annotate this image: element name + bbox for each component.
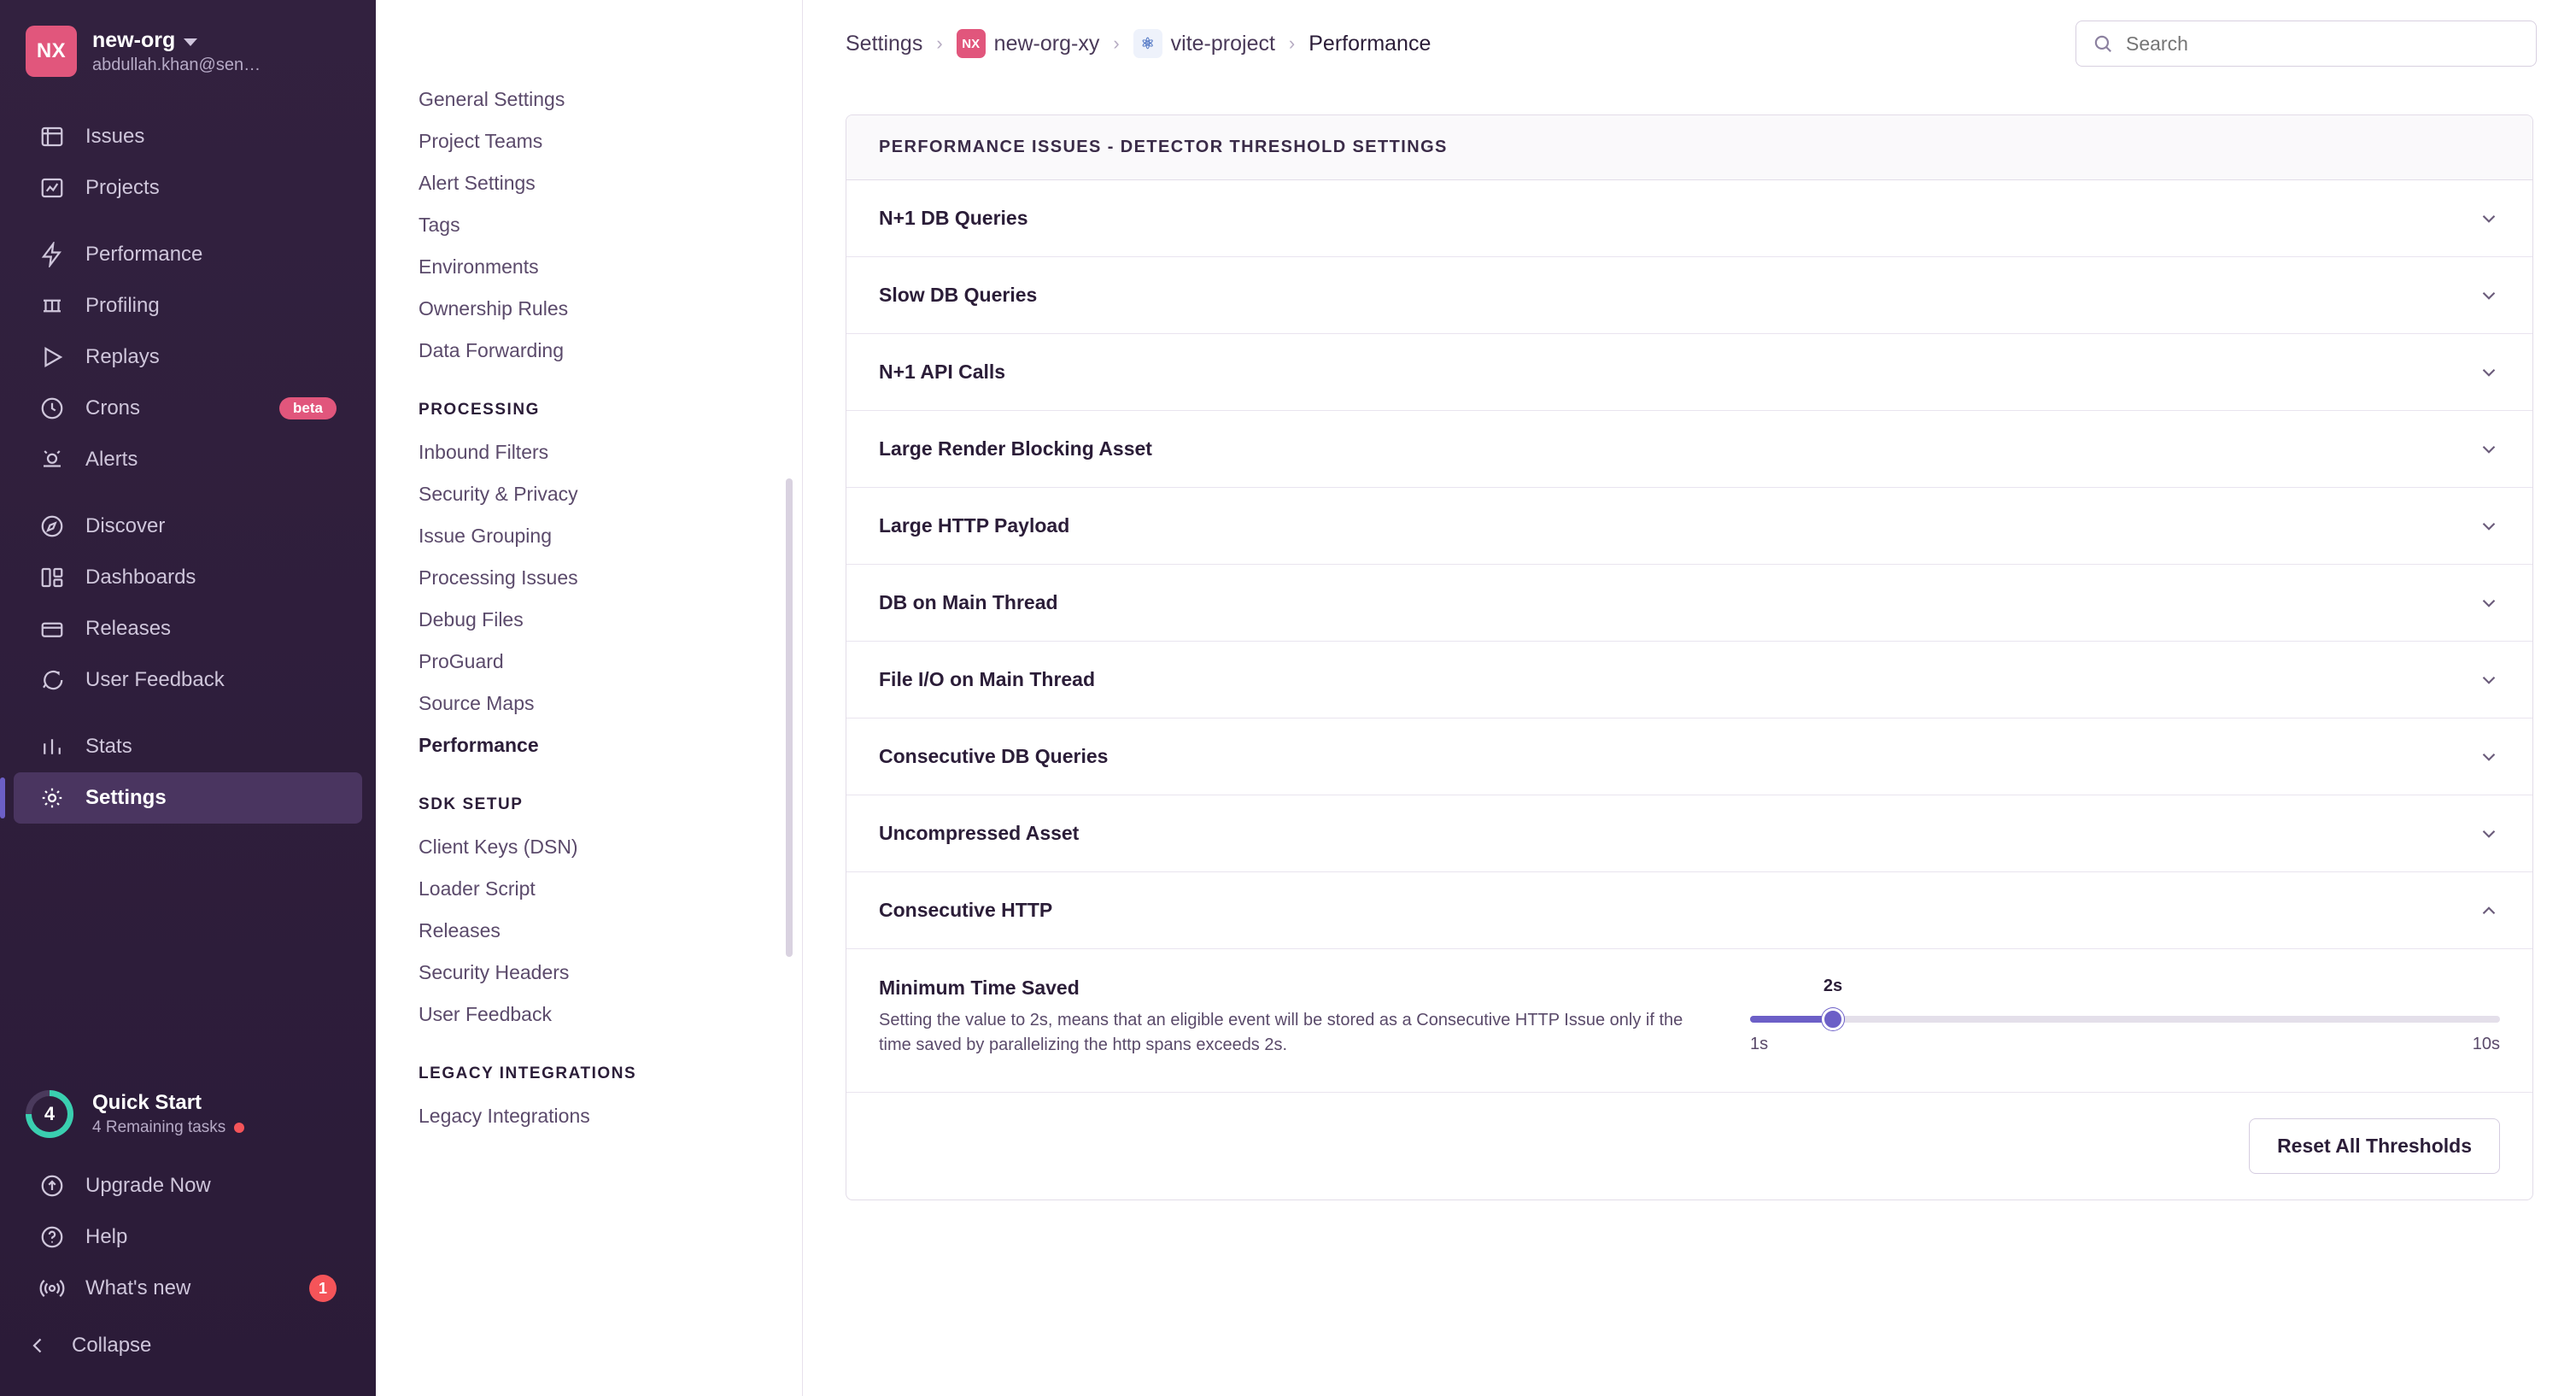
detector-label: File I/O on Main Thread: [879, 668, 1096, 690]
sidebar-item-projects[interactable]: [14, 162, 362, 214]
org-chip-icon: NX: [957, 29, 986, 58]
breadcrumb-separator-icon: ›: [1288, 32, 1296, 54]
discover-icon: [39, 513, 65, 539]
vite-project-icon: ⚛: [1133, 29, 1162, 58]
chevron-down-icon[interactable]: [2478, 284, 2500, 307]
quick-start-remaining-count: 4: [32, 1096, 67, 1132]
settings-nav-environments[interactable]: Environments: [419, 255, 539, 278]
issues-icon: [39, 124, 65, 150]
settings-nav-ownership-rules[interactable]: Ownership Rules: [419, 297, 569, 320]
sidebar-item-releases[interactable]: [14, 603, 362, 654]
detector-row-file-io-on-main-thread[interactable]: [846, 642, 2532, 719]
top-bar: [803, 0, 2576, 87]
settings-nav-user-feedback[interactable]: User Feedback: [419, 1003, 552, 1025]
sidebar-item-label: Discover: [85, 514, 166, 537]
org-name: new-org: [92, 27, 176, 52]
progress-ring-icon: [26, 1090, 73, 1138]
sidebar-item-alerts[interactable]: [14, 434, 362, 485]
nav-group-admin: [0, 721, 376, 839]
search-input[interactable]: [2126, 32, 2520, 56]
reset-all-thresholds-button[interactable]: Reset All Thresholds: [2249, 1118, 2500, 1174]
slider-track[interactable]: [1750, 1016, 2500, 1023]
settings-nav-legacy-integrations[interactable]: Legacy Integrations: [419, 1105, 590, 1127]
collapse-label: Collapse: [72, 1334, 152, 1357]
detector-label: N+1 API Calls: [879, 361, 1006, 383]
search-icon: [2092, 32, 2114, 55]
sidebar-item-replays[interactable]: [14, 331, 362, 383]
detector-label: Consecutive HTTP: [879, 899, 1053, 921]
settings-nav-loader-script[interactable]: Loader Script: [419, 877, 536, 900]
chevron-down-icon[interactable]: [2478, 515, 2500, 537]
breadcrumb-separator-icon: ›: [936, 32, 943, 54]
sidebar-item-issues[interactable]: [14, 111, 362, 162]
minimum-time-saved-slider[interactable]: [1750, 977, 2500, 1058]
sidebar-item-label: Crons: [85, 396, 141, 419]
settings-nav-heading-sdk-setup: SDK SETUP: [419, 795, 524, 813]
profiling-icon: [39, 293, 65, 319]
breadcrumb-separator-icon: ›: [1113, 32, 1120, 54]
sidebar-item-label: Stats: [85, 735, 132, 758]
sidebar-item-label: Profiling: [85, 294, 160, 317]
stats-icon: [39, 734, 65, 760]
detector-row-n1-api-calls[interactable]: [846, 334, 2532, 411]
settings-nav-processing-issues[interactable]: Processing Issues: [419, 566, 578, 589]
sidebar-item-upgrade-now[interactable]: [14, 1160, 362, 1211]
settings-nav-performance[interactable]: Performance: [419, 734, 539, 756]
detector-row-n1-db-queries[interactable]: [846, 180, 2532, 257]
beta-badge: beta: [279, 397, 337, 419]
panel-footer: [846, 1093, 2532, 1200]
sidebar-item-discover[interactable]: [14, 501, 362, 552]
sidebar-item-label: Alerts: [85, 448, 138, 471]
alerts-icon: [39, 447, 65, 472]
projects-icon: [39, 175, 65, 201]
settings-nav-heading-processing: PROCESSING: [419, 401, 540, 419]
settings-nav-project-teams[interactable]: Project Teams: [419, 130, 543, 152]
detector-label: N+1 DB Queries: [879, 207, 1028, 229]
quick-start-widget[interactable]: [0, 1082, 376, 1160]
sidebar-item-label: Dashboards: [85, 566, 196, 589]
primary-sidebar: [0, 0, 376, 1396]
sidebar-item-label: Replays: [85, 345, 160, 368]
setting-title: Minimum Time Saved: [879, 977, 1080, 999]
sidebar-nav: [0, 111, 376, 839]
sidebar-item-label: Performance: [85, 243, 203, 266]
detector-row-consecutive-http[interactable]: [846, 872, 2532, 949]
dashboards-icon: [39, 565, 65, 590]
sidebar-item-settings[interactable]: [14, 772, 362, 824]
main-content: [803, 0, 2576, 1396]
org-user-email: abdullah.khan@sen…: [92, 55, 261, 74]
breadcrumb-org[interactable]: [957, 29, 1100, 58]
whats-new-count-badge: 1: [309, 1275, 337, 1302]
sidebar-item-dashboards[interactable]: [14, 552, 362, 603]
settings-nav-data-forwarding[interactable]: Data Forwarding: [419, 339, 565, 361]
slider-value-label: 2s: [1823, 977, 1843, 995]
detector-label: DB on Main Thread: [879, 591, 1058, 613]
sidebar-item-label: User Feedback: [85, 668, 225, 691]
sidebar-item-crons[interactable]: [14, 383, 362, 434]
settings-nav-scrollbar-thumb[interactable]: [786, 478, 793, 957]
user-feedback-icon: [39, 667, 65, 693]
detector-label: Uncompressed Asset: [879, 822, 1080, 844]
chevron-up-icon[interactable]: [2478, 900, 2500, 922]
upgrade-icon: [39, 1173, 65, 1199]
nav-group-explore: [0, 501, 376, 721]
chevron-left-icon: [26, 1333, 51, 1358]
slider-thumb[interactable]: [1822, 1008, 1844, 1030]
chevron-down-icon[interactable]: [2478, 823, 2500, 845]
org-avatar: NX: [26, 26, 77, 77]
chevron-down-icon[interactable]: [2478, 361, 2500, 384]
collapse-sidebar-button[interactable]: [0, 1314, 376, 1387]
settings-nav-tags[interactable]: Tags: [419, 214, 460, 236]
detector-row-slow-db-queries[interactable]: [846, 257, 2532, 334]
breadcrumb-project-label: vite-project: [1170, 31, 1275, 56]
detector-threshold-panel: [846, 114, 2533, 1200]
panel-title: PERFORMANCE ISSUES - DETECTOR THRESHOLD SETTINGS: [846, 115, 2532, 180]
sidebar-item-profiling[interactable]: [14, 280, 362, 331]
breadcrumb-current-performance: Performance: [1308, 31, 1431, 56]
chevron-down-icon[interactable]: [2478, 669, 2500, 691]
sidebar-item-label: Releases: [85, 617, 172, 640]
chevron-down-icon[interactable]: [2478, 746, 2500, 768]
sidebar-item-stats[interactable]: [14, 721, 362, 772]
nav-group-core: [0, 111, 376, 229]
settings-nav-security-privacy[interactable]: Security & Privacy: [419, 483, 578, 505]
breadcrumb-project[interactable]: [1133, 29, 1275, 58]
settings-nav-alert-settings[interactable]: Alert Settings: [419, 172, 536, 194]
nav-group-insights: [0, 229, 376, 501]
slider-min-label: 1s: [1750, 1035, 1769, 1053]
setting-description: Setting the value to 2s, means that an eligible event will be stored as a Consecutive HTTP Issue only if the time saved by parallelizing the http spans exceeds 2s.: [879, 1011, 1683, 1054]
consecutive-http-settings: [846, 949, 2532, 1093]
settings-nav-source-maps[interactable]: Source Maps: [419, 692, 535, 714]
sidebar-item-label: Issues: [85, 125, 145, 148]
sidebar-item-label: Settings: [85, 786, 167, 809]
sidebar-item-label: Help: [85, 1225, 128, 1248]
breadcrumb-org-label: new-org-xy: [993, 31, 1100, 56]
detector-row-consecutive-db-queries[interactable]: [846, 719, 2532, 795]
detector-row-uncompressed-asset[interactable]: [846, 795, 2532, 872]
replays-icon: [39, 344, 65, 370]
notification-dot-icon: [234, 1123, 244, 1133]
performance-icon: [39, 242, 65, 267]
settings-nav-releases[interactable]: Releases: [419, 919, 501, 941]
chevron-down-icon[interactable]: [2478, 208, 2500, 230]
chevron-down-icon[interactable]: [2478, 592, 2500, 614]
sidebar-item-performance[interactable]: [14, 229, 362, 280]
sidebar-item-label: Projects: [85, 176, 160, 199]
releases-icon: [39, 616, 65, 642]
slider-max-label: 10s: [2472, 1035, 2500, 1053]
sidebar-item-user-feedback[interactable]: [14, 654, 362, 706]
detector-label: Slow DB Queries: [879, 284, 1038, 306]
settings-nav-debug-files[interactable]: Debug Files: [419, 608, 524, 631]
settings-nav-heading-legacy: LEGACY INTEGRATIONS: [419, 1065, 637, 1082]
sidebar-item-label: What's new: [85, 1276, 191, 1299]
detector-label: Consecutive DB Queries: [879, 745, 1109, 767]
detector-row-large-http-payload[interactable]: [846, 488, 2532, 565]
quick-start-subtitle: 4 Remaining tasks: [92, 1118, 226, 1136]
settings-secondary-nav: [376, 0, 803, 1396]
breadcrumb-settings[interactable]: Settings: [846, 31, 923, 56]
detector-row-db-on-main-thread[interactable]: [846, 565, 2532, 642]
quick-start-title: Quick Start: [92, 1091, 202, 1114]
settings-nav-inbound-filters[interactable]: Inbound Filters: [419, 441, 549, 463]
settings-nav-issue-grouping[interactable]: Issue Grouping: [419, 525, 552, 547]
sidebar-item-label: Upgrade Now: [85, 1174, 211, 1197]
settings-nav-general-settings[interactable]: General Settings: [419, 88, 565, 110]
settings-icon: [39, 785, 65, 811]
settings-nav-security-headers[interactable]: Security Headers: [419, 961, 570, 983]
sidebar-bottom: [0, 1082, 376, 1396]
breadcrumb: [846, 29, 1431, 58]
org-dropdown[interactable]: [0, 0, 376, 99]
search-box[interactable]: [2075, 21, 2537, 67]
chevron-down-icon: [184, 38, 197, 46]
help-icon: [39, 1224, 65, 1250]
slider-track-fill: [1750, 1016, 1833, 1023]
settings-nav-proguard[interactable]: ProGuard: [419, 650, 504, 672]
broadcast-icon: [39, 1276, 65, 1301]
detector-label: Large HTTP Payload: [879, 514, 1070, 537]
detector-row-large-render-blocking-asset[interactable]: [846, 411, 2532, 488]
crons-icon: [39, 396, 65, 421]
settings-nav-client-keys[interactable]: Client Keys (DSN): [419, 836, 578, 858]
sidebar-item-whats-new[interactable]: [14, 1263, 362, 1314]
sidebar-item-help[interactable]: [14, 1211, 362, 1263]
detector-label: Large Render Blocking Asset: [879, 437, 1152, 460]
chevron-down-icon[interactable]: [2478, 438, 2500, 460]
